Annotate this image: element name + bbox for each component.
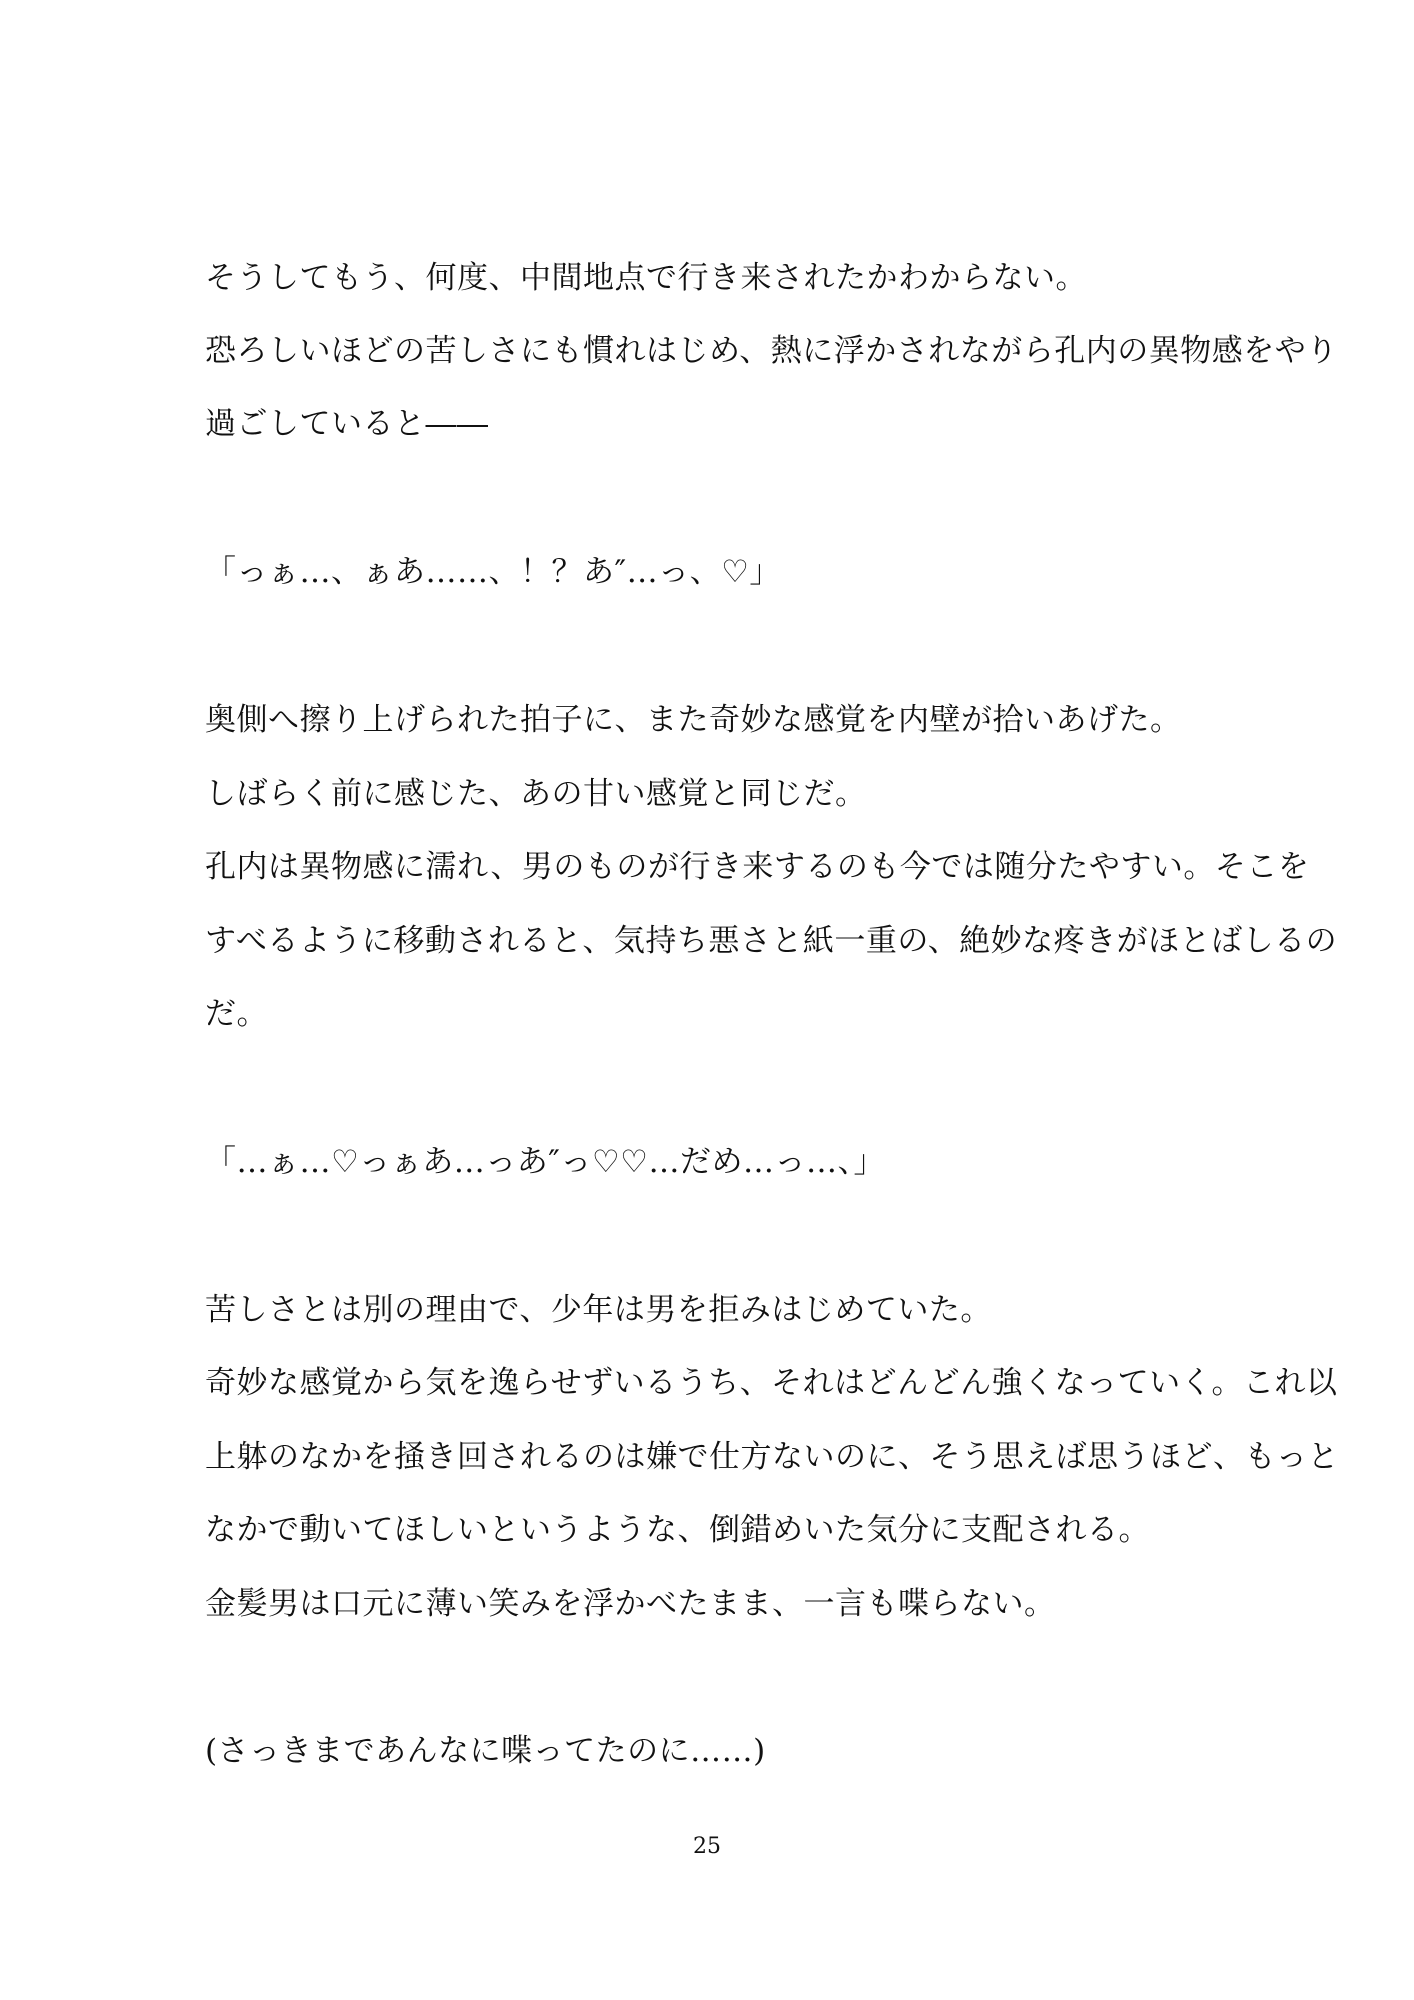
text-line: 奇妙な感覚から気を逸らせずいるうち、それはどんどん強くなっていく。これ以 <box>205 1365 1338 1401</box>
text-line: 苦しさとは別の理由で、少年は男を拒みはじめていた。 <box>205 1292 992 1328</box>
text-line: なかで動いてほしいというような、倒錯めいた気分に支配される。 <box>205 1512 1150 1548</box>
text-line: すべるように移動されると、気持ち悪さと紙一重の、絶妙な疼きがほとばしるの <box>205 923 1338 959</box>
text-line: しばらく前に感じた、あの甘い感覚と同じだ。 <box>205 776 867 812</box>
text-line: 上躰のなかを掻き回されるのは嫌で仕方ないのに、そう思えば思うほど、もっと <box>205 1439 1339 1475</box>
text-line: 金髪男は口元に薄い笑みを浮かべたまま、一言も喋らない。 <box>205 1586 1056 1622</box>
dialogue-line: 「…ぁ…♡っぁあ…っあ″っ♡♡…だめ…っ…、」 <box>205 1144 885 1180</box>
text-line: 過ごしていると―― <box>205 406 489 442</box>
text-line: そうしてもう、何度、中間地点で行き来されたかわからない。 <box>205 260 1087 296</box>
dialogue-line: 「っぁ…、ぁあ……、！？あ″…っ、♡」 <box>205 554 781 590</box>
thought-line: (さっきまであんなに喋ってたのに……) <box>205 1733 766 1769</box>
text-line: だ。 <box>205 996 268 1032</box>
page-number: 25 <box>693 1834 721 1859</box>
text-line: 奥側へ擦り上げられた拍子に、また奇妙な感覚を内壁が拾いあげた。 <box>205 702 1182 738</box>
text-line: 孔内は異物感に濡れ、男のものが行き来するのも今では随分たやすい。そこを <box>205 849 1310 885</box>
text-line: 恐ろしいほどの苦しさにも慣れはじめ、熱に浮かされながら孔内の異物感をやり <box>205 333 1338 369</box>
